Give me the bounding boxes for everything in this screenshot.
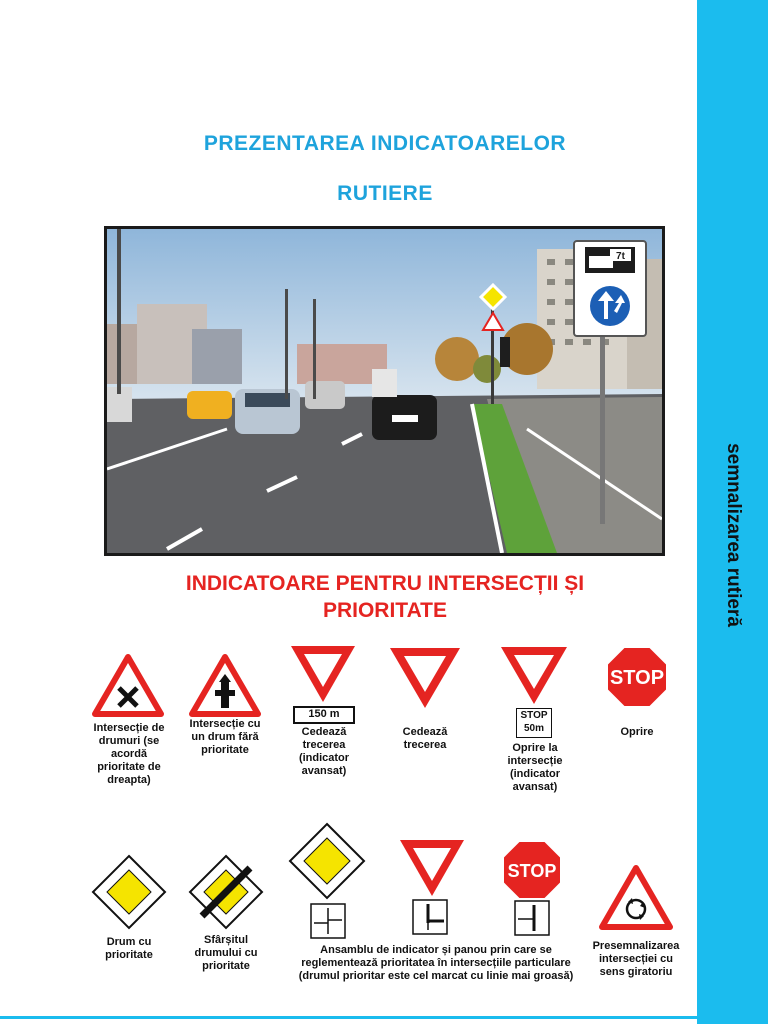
sign-caption: Oprire la intersecție (indicator avansat) [507, 742, 563, 793]
end-priority-road-sign [188, 854, 264, 930]
yield-sign-stop-advance [498, 644, 570, 708]
sign-caption: Presemnalizarea intersecției cu sens giratoriu [592, 940, 680, 978]
section-heading-line1: INDICATOARE PENTRU INTERSECȚII ȘI [185, 572, 585, 595]
intersection-shape-panel [310, 903, 346, 939]
sign-caption: Oprire [620, 726, 654, 738]
sign-caption: Intersecție cu un drum fără prioritate [189, 718, 261, 756]
intersection-non-priority-sign [189, 654, 261, 718]
priority-road-sign [288, 822, 366, 900]
yield-sign [387, 645, 463, 711]
section-heading-line2: PRIORITATE [322, 599, 448, 622]
yield-sign-advance [288, 643, 358, 705]
sign-caption: Sfârșitul drumului cu prioritate [194, 934, 258, 972]
stop-sign-text: STOP [507, 861, 557, 881]
street-photo [104, 226, 665, 556]
sign-caption: Cedează trecerea (indicator avansat) [298, 726, 350, 777]
plate-line2: 50m [523, 723, 544, 734]
page-title-line1: PREZENTAREA INDICATOARELOR [203, 132, 567, 155]
stop-sign-text: STOP [609, 667, 665, 689]
bottom-rule [0, 1016, 697, 1019]
stop-distance-plate [516, 708, 552, 738]
sign-caption: Cedează trecerea [402, 726, 448, 751]
priority-road-sign [91, 854, 167, 930]
panel-weight-label: 7t [616, 251, 625, 262]
sign-caption: Drum cu prioritate [105, 936, 153, 961]
sign-caption: Intersecție de drumuri (se acordă prioritate de dreapta) [93, 722, 165, 786]
roundabout-warning-sign [599, 865, 673, 931]
yield-sign [398, 838, 466, 898]
intersection-shape-panel [514, 900, 550, 936]
distance-plate: 150 m [293, 706, 355, 724]
stop-sign [606, 646, 668, 708]
intersection-right-priority-sign [92, 654, 164, 718]
page-title-line2: RUTIERE [337, 182, 433, 205]
assembly-caption: Ansamblu de indicator și panou prin care se reglementează prioritatea în intersecțiile particulare (drumul prioritar este cel marcat cu linie mai groasă) [298, 944, 574, 982]
intersection-shape-panel [412, 899, 448, 935]
stop-sign [502, 840, 562, 900]
sidebar-label: semnalizarea rutieră [723, 443, 744, 627]
plate-line1: STOP [520, 710, 548, 721]
